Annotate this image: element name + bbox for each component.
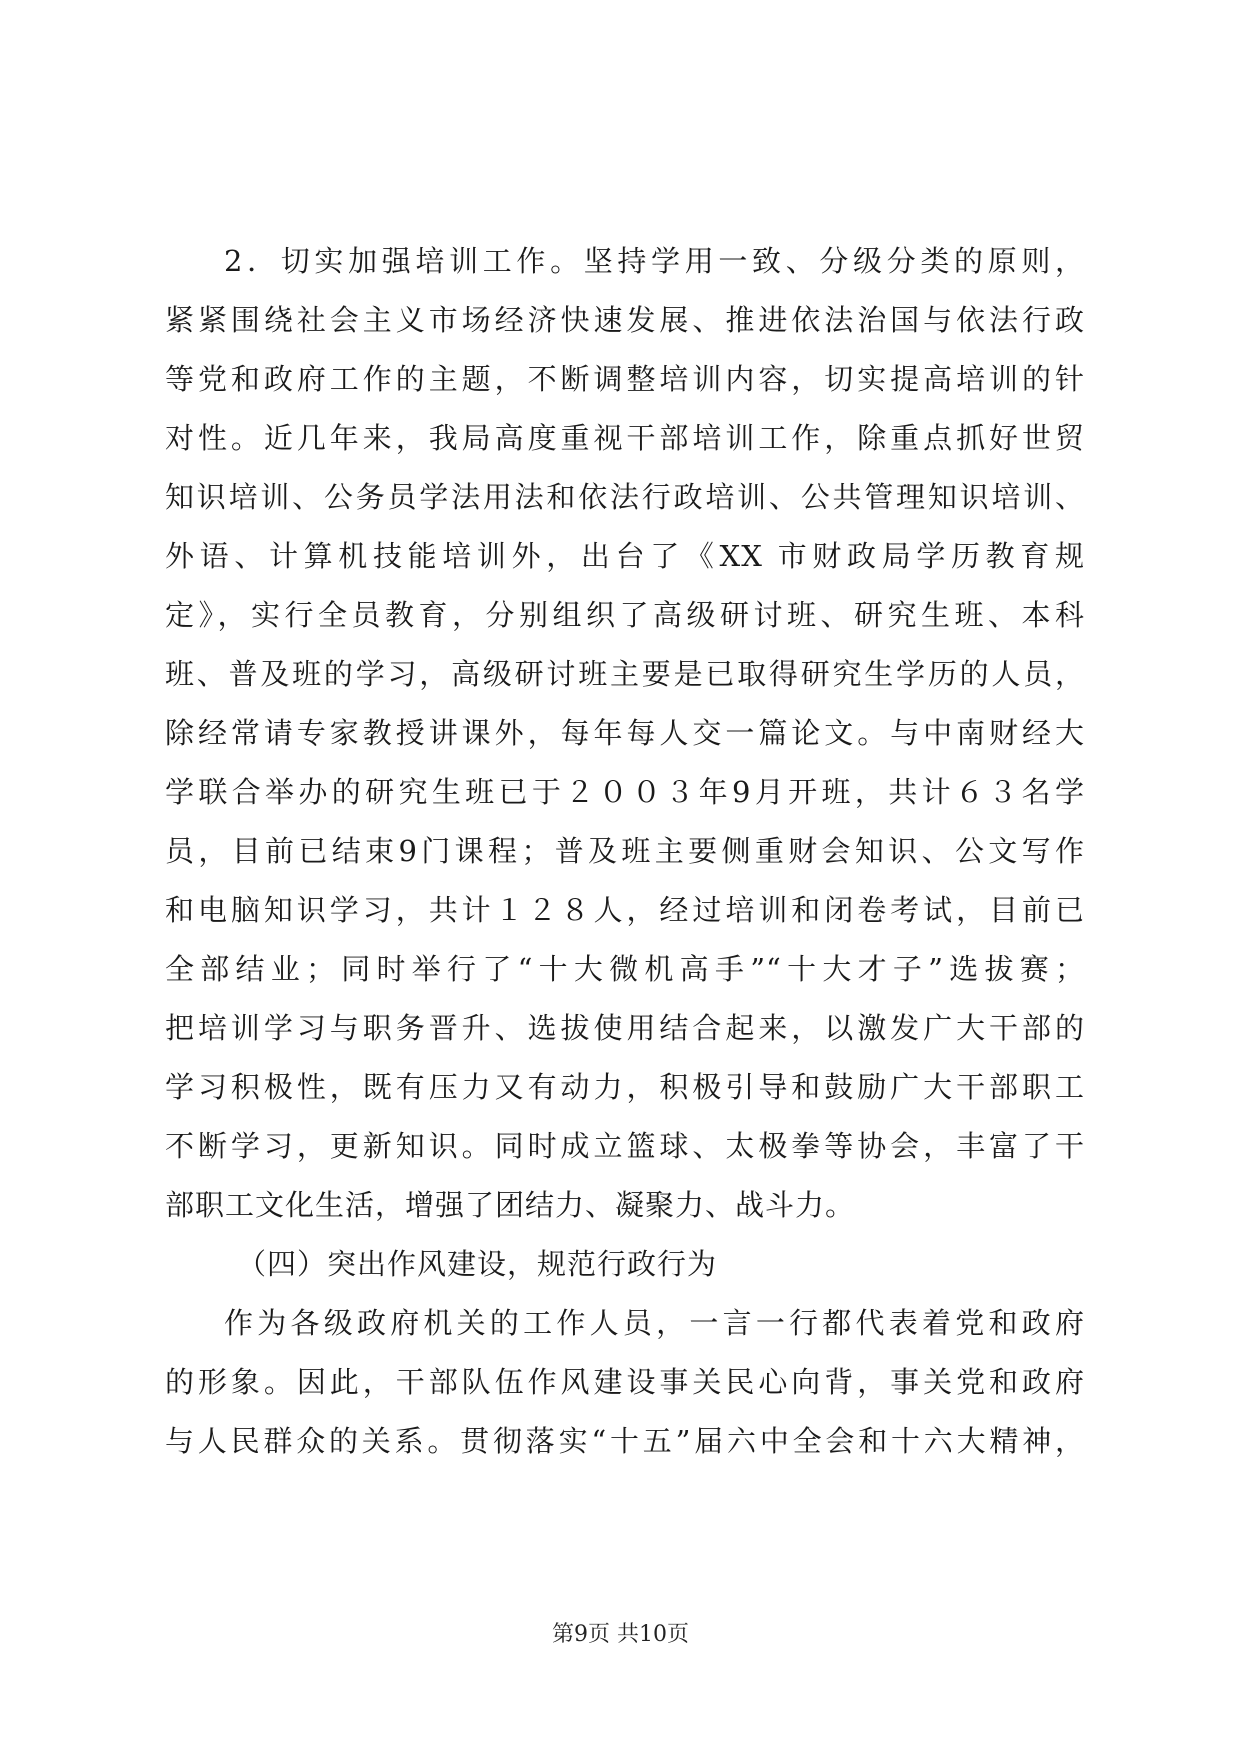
- document-body: [165, 232, 1085, 1471]
- text-line: 全部结业；同时举行了“十大微机高手”“十大才子”选拔赛；: [165, 952, 1085, 986]
- text-line: 外语、计算机技能培训外，出台了《XX 市财政局学历教育规: [165, 539, 1085, 573]
- text-line: 对性。近几年来，我局高度重视干部培训工作，除重点抓好世贸: [165, 421, 1085, 455]
- text-line: 与人民群众的关系。贯彻落实“十五”届六中全会和十六大精神，: [165, 1424, 1085, 1458]
- text-line: 除经常请专家教授讲课外，每年每人交一篇论文。与中南财经大: [165, 716, 1085, 750]
- text-line: 的形象。因此，干部队伍作风建设事关民心向背，事关党和政府: [165, 1365, 1085, 1399]
- text-line: 不断学习，更新知识。同时成立篮球、太极拳等协会，丰富了干: [165, 1129, 1085, 1163]
- text-line: 2．切实加强培训工作。坚持学用一致、分级分类的原则，: [224, 244, 1085, 278]
- text-line: 学习积极性，既有压力又有动力，积极引导和鼓励广大干部职工: [165, 1070, 1085, 1104]
- text-line: 和电脑知识学习，共计１２８人，经过培训和闭卷考试，目前已: [165, 893, 1085, 927]
- text-line: 知识培训、公务员学法用法和依法行政培训、公共管理知识培训、: [165, 480, 1085, 514]
- text-line: 定》，实行全员教育，分别组织了高级研讨班、研究生班、本科: [165, 598, 1085, 632]
- text-line: 把培训学习与职务晋升、选拔使用结合起来，以激发广大干部的: [165, 1011, 1085, 1045]
- text-line: 学联合举办的研究生班已于２００３年9月开班，共计６３名学: [165, 775, 1085, 809]
- text-line: 员，目前已结束9门课程；普及班主要侧重财会知识、公文写作: [165, 834, 1085, 868]
- text-line: 紧紧围绕社会主义市场经济快速发展、推进依法治国与依法行政: [165, 303, 1085, 337]
- text-line: 等党和政府工作的主题，不断调整培训内容，切实提高培训的针: [165, 362, 1085, 396]
- text-line: 作为各级政府机关的工作人员，一言一行都代表着党和政府: [224, 1306, 1085, 1340]
- page-number-label: 第9页 共10页: [552, 1622, 689, 1647]
- page-footer: [0, 1620, 1241, 1650]
- text-line: 部职工文化生活，增强了团结力、凝聚力、战斗力。: [165, 1188, 856, 1222]
- section-heading: （四）突出作风建设，规范行政行为: [237, 1247, 718, 1281]
- text-line: 班、普及班的学习，高级研讨班主要是已取得研究生学历的人员，: [165, 657, 1085, 691]
